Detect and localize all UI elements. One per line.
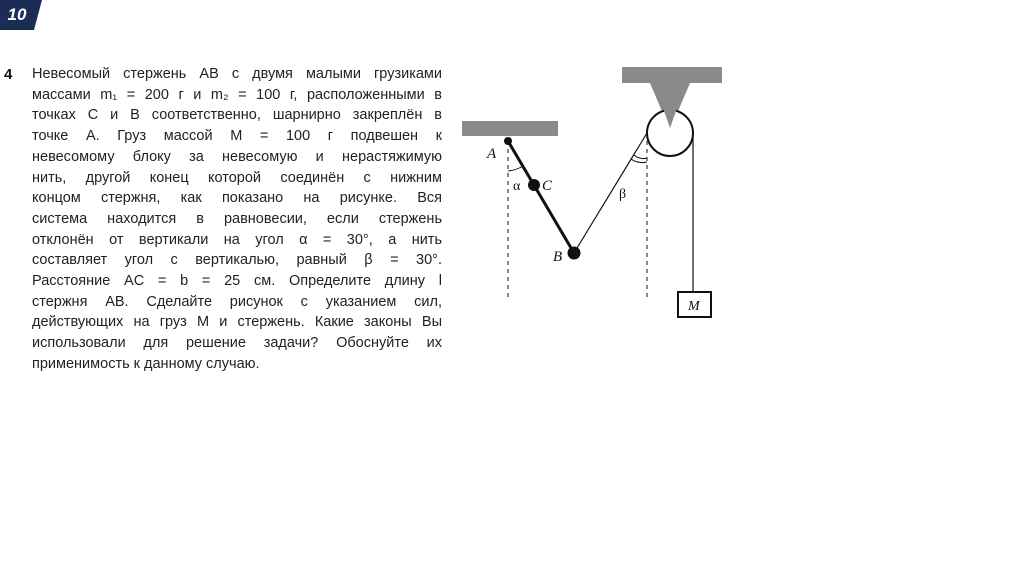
problem-text [32,64,442,375]
thread-B-to-pulley [574,133,647,253]
label-A: A [487,146,497,162]
problem-line: концом стержня, как показано на рисунке. Вся [32,190,442,207]
hinge-A [504,137,512,145]
problem-line: действующих на груз M и стержень. Какие законы Вы [32,314,442,331]
problem-line: Расстояние AC = b = 25 см. Определите длину l [32,273,442,290]
left-ceiling [462,121,558,136]
label-beta: β [619,187,627,202]
beta-arc-1 [634,155,647,159]
problem-line: стержня AB. Сделайте рисунок с указанием сил, [32,293,442,310]
label-C: C [542,178,553,194]
mechanics-figure [455,60,735,325]
problem-line: точке A. Груз массой M = 100 г подвешен к [32,128,442,145]
problem-line: невесомому блоку за невесомую и нерастяжимую [32,148,442,165]
rod-AB [508,141,574,253]
problem-line: составляет угол с вертикалью, равный β = 30°. [32,252,442,269]
problem-line: массами m₁ = 200 г и m₂ = 100 г, расположенными в [32,86,442,103]
label-B: B [553,249,563,265]
label-alpha: α [513,179,521,194]
problem-line: отклонён от вертикали на угол α = 30°, а нить [32,231,442,248]
problem-line: использовали для решение задачи? Обоснуйте их [32,335,442,352]
problem-line: точках C и B соответственно, шарнирно закреплён в [32,107,442,124]
slide-number-badge: 10 [0,0,34,30]
problem-line: Невесомый стержень AB с двумя малыми грузиками [32,66,442,82]
problem-line: система находится в равновесии, если стержень [32,210,442,227]
figure-svg [455,60,735,325]
mass-B [568,247,581,260]
beta-arc-2 [631,159,647,163]
problem-number: 4 [4,66,13,83]
mass-C [528,179,540,191]
problem-line: применимость к данному случаю. [32,355,260,372]
alpha-arc [508,166,523,171]
problem-line: нить, другой конец которой соединён с нижним [32,169,442,186]
label-M: M [688,299,700,314]
right-ceiling [622,67,722,83]
